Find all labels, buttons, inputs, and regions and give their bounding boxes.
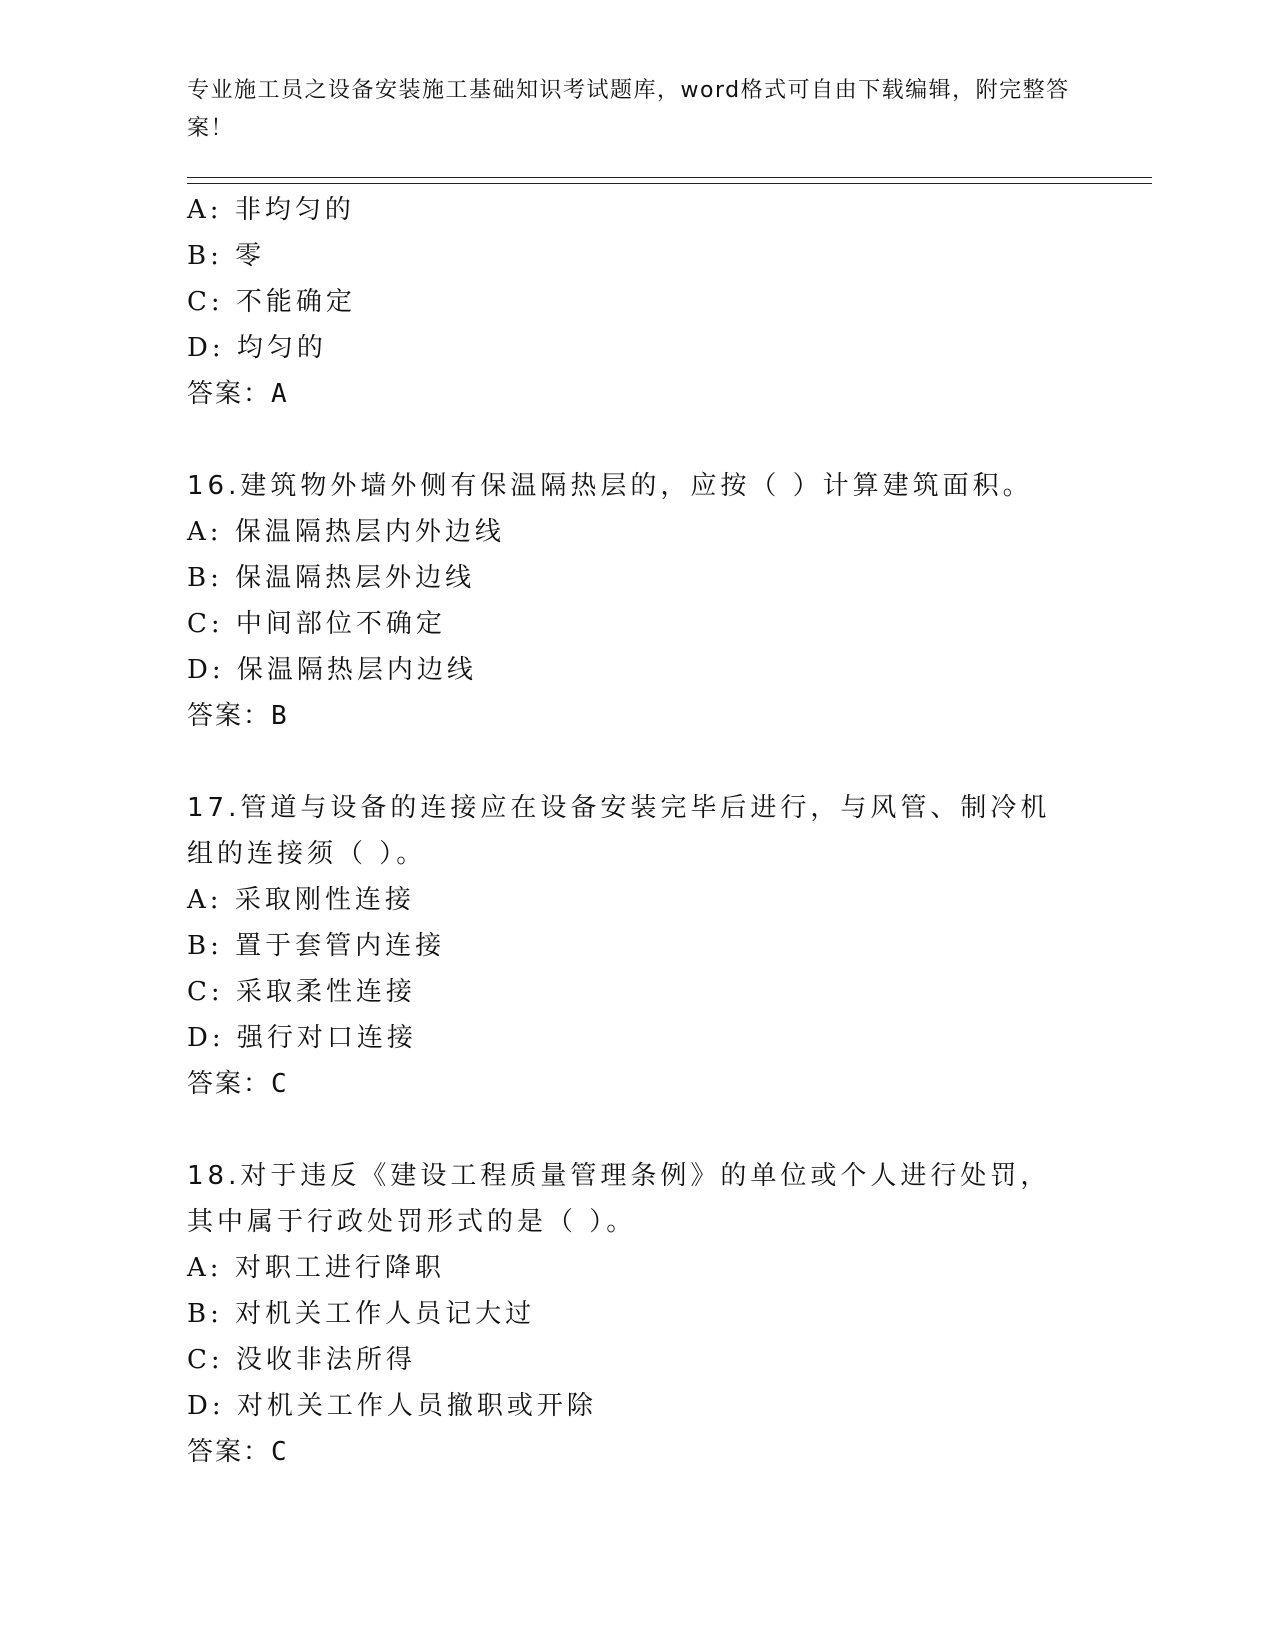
option-label: B: (187, 563, 223, 593)
option-d (187, 647, 1107, 693)
option-text: 对机关工作人员撤职或开除 (236, 1391, 597, 1421)
option-text: 对职工进行降职 (234, 1253, 445, 1283)
option-text: 不能确定 (235, 287, 356, 317)
option-text: 非均匀的 (234, 195, 355, 225)
option-label: D: (187, 1391, 225, 1421)
question-18 (187, 1153, 1107, 1475)
option-text: 中间部位不确定 (235, 609, 446, 639)
answer-label: 答案： (187, 379, 272, 409)
option-a (187, 877, 1107, 923)
document-header: 专业施工员之设备安装施工基础知识考试题库，word格式可自由下载编辑，附完整答案！ (187, 78, 1070, 141)
option-text: 强行对口连接 (236, 1023, 417, 1053)
option-label: A: (187, 517, 223, 547)
answer-value: C (271, 1437, 289, 1467)
answer-value: C (271, 1069, 289, 1099)
option-text: 零 (235, 241, 266, 271)
option-c (187, 601, 1107, 647)
option-text: 采取柔性连接 (235, 977, 416, 1007)
option-label: B: (187, 931, 223, 961)
option-label: C: (187, 1345, 224, 1375)
option-a (187, 509, 1107, 555)
option-label: D: (187, 333, 225, 363)
option-a (187, 1245, 1107, 1291)
option-text: 没收非法所得 (235, 1345, 416, 1375)
option-c (187, 279, 1107, 325)
option-text: 采取刚性连接 (234, 885, 415, 915)
answer-label: 答案： (187, 701, 272, 731)
option-b (187, 923, 1107, 969)
option-d (187, 325, 1107, 371)
answer-value: A (271, 379, 289, 409)
option-label: C: (187, 609, 224, 639)
option-a (187, 187, 1107, 233)
answer-line (187, 693, 1107, 739)
question-stem: 16.建筑物外墙外侧有保温隔热层的，应按（ ）计算建筑面积。 (187, 471, 1033, 501)
option-text: 置于套管内连接 (235, 931, 446, 961)
option-text: 对机关工作人员记大过 (235, 1299, 536, 1329)
header-divider-thin (187, 183, 1152, 184)
option-b (187, 1291, 1107, 1337)
option-c (187, 1337, 1107, 1383)
header-divider-thick (187, 177, 1152, 178)
question-stem: 18.对于违反《建设工程质量管理条例》的单位或个人进行处罚，其中属于行政处罚形式的是（ ）。 (187, 1161, 1051, 1237)
option-label: C: (187, 287, 224, 317)
option-label: A: (187, 195, 223, 225)
option-label: B: (187, 241, 223, 271)
answer-line (187, 1429, 1107, 1475)
option-text: 保温隔热层内边线 (236, 655, 477, 685)
option-b (187, 233, 1107, 279)
option-text: 均匀的 (236, 333, 327, 363)
question-stem: 17.管道与设备的连接应在设备安装完毕后进行，与风管、制冷机组的连接须（ ）。 (187, 793, 1051, 869)
answer-label: 答案： (187, 1437, 272, 1467)
option-text: 保温隔热层外边线 (235, 563, 476, 593)
option-c (187, 969, 1107, 1015)
option-d (187, 1383, 1107, 1429)
question-15-continued (187, 187, 1107, 417)
option-label: C: (187, 977, 224, 1007)
option-label: D: (187, 1023, 225, 1053)
answer-label: 答案： (187, 1069, 272, 1099)
question-list (187, 187, 1107, 1475)
option-b (187, 555, 1107, 601)
question-16 (187, 463, 1107, 739)
option-label: B: (187, 1299, 223, 1329)
option-text: 保温隔热层内外边线 (234, 517, 505, 547)
option-label: A: (187, 885, 223, 915)
answer-line (187, 371, 1107, 417)
option-label: A: (187, 1253, 223, 1283)
answer-line (187, 1061, 1107, 1107)
option-d (187, 1015, 1107, 1061)
answer-value: B (271, 701, 289, 731)
question-17 (187, 785, 1107, 1107)
option-label: D: (187, 655, 225, 685)
